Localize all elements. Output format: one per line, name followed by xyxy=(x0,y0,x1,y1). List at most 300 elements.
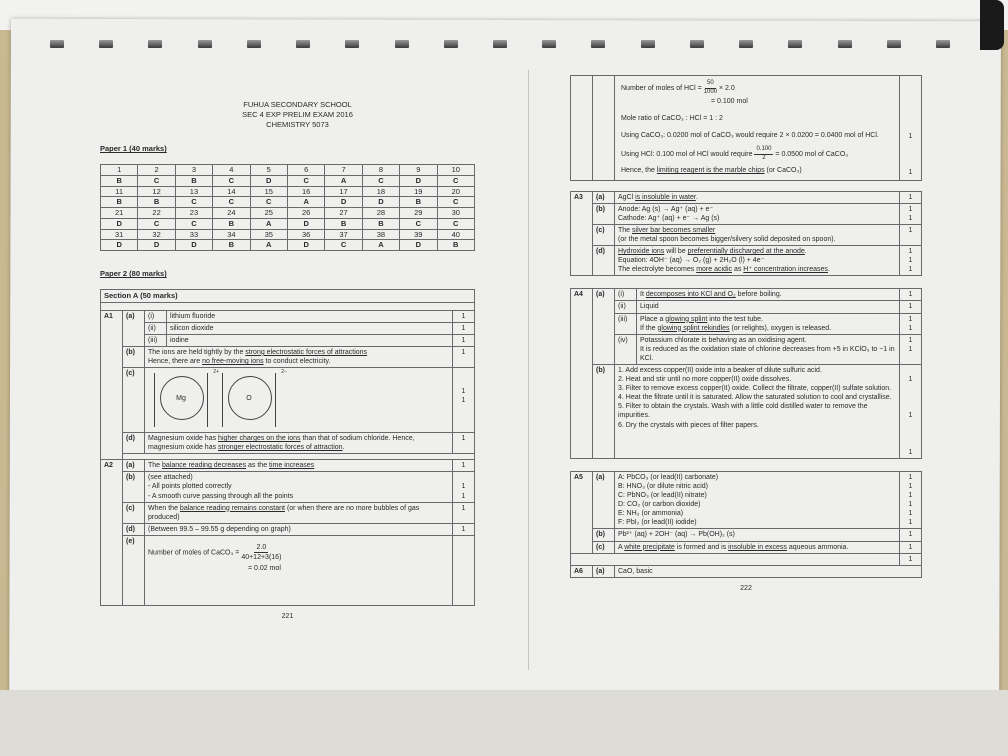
text: - A smooth curve passing through all the points xyxy=(148,492,294,500)
mcq-num: 21 xyxy=(101,208,138,219)
mcq-answer: C xyxy=(175,218,212,229)
text: Cathode: Ag⁺ (aq) + e⁻ → Ag (s) xyxy=(618,214,720,222)
text: Hence, there are xyxy=(148,358,203,365)
mcq-num: 40 xyxy=(437,229,474,240)
mcq-num: 37 xyxy=(325,229,362,240)
text: AgCl xyxy=(618,193,636,201)
part-label: (c) xyxy=(123,502,145,523)
text: Anode: Ag (s) → Ag⁺ (aq) + e⁻ xyxy=(618,205,714,213)
denominator: 40+12+3(16) xyxy=(241,554,282,562)
mcq-answer: B xyxy=(101,175,138,186)
mark: 1 xyxy=(453,460,475,472)
text: If the xyxy=(640,324,658,332)
school-name: FUHUA SECONDARY SCHOOL xyxy=(243,100,352,109)
text: When the xyxy=(148,504,180,512)
text: Number of moles of HCl = xyxy=(621,85,702,93)
answer-text xyxy=(615,364,900,458)
answer-text: CaO, basic xyxy=(615,565,922,577)
mcq-answer: C xyxy=(437,218,474,229)
step: 3. Filter to remove excess copper(II) oxide. Collect the filtrate, copper(II) sulfate solution. xyxy=(618,385,892,393)
spacer-row xyxy=(571,553,900,565)
mcq-num: 16 xyxy=(287,186,324,197)
text: as the xyxy=(246,462,270,470)
mark: 1 xyxy=(908,483,913,490)
mcq-answer: C xyxy=(400,218,437,229)
text: to conduct electricity. xyxy=(263,358,331,365)
mcq-num: 28 xyxy=(362,208,399,219)
mcq-answer: D xyxy=(362,197,399,208)
step: 1. Add excess copper(II) oxide into a beaker of dilute sulfuric acid. xyxy=(618,366,822,374)
list-item: B: HNO₃ (or dilute nitric acid) xyxy=(618,483,708,490)
mark: 1 xyxy=(908,519,913,527)
mark: 1 xyxy=(908,412,913,420)
mcq-answer: D xyxy=(400,240,437,251)
mark: 1 xyxy=(453,523,475,535)
text: . xyxy=(827,266,830,274)
mark xyxy=(453,368,475,433)
section-a-continued-table xyxy=(570,75,922,181)
mcq-num: 20 xyxy=(437,186,474,197)
mcq-num: 32 xyxy=(138,229,175,240)
fraction xyxy=(241,543,281,562)
fraction xyxy=(704,80,717,97)
part-label: (a) xyxy=(123,310,145,346)
binding-hole-icon xyxy=(542,40,556,48)
step: 2. Heat and stir until no more copper(II) oxide dissolves. xyxy=(618,376,792,384)
part-label: (a) xyxy=(593,565,615,577)
key-phrase: balance reading remains constant xyxy=(179,504,285,512)
answer-text: iodine xyxy=(167,334,453,346)
mark: 1 xyxy=(908,257,913,265)
mark: 1 xyxy=(900,541,922,553)
mcq-num: 26 xyxy=(287,208,324,219)
mark: 1 xyxy=(908,132,913,140)
numerator: 2.0 xyxy=(254,543,268,553)
mark xyxy=(900,246,922,276)
binding-hole-icon xyxy=(838,40,852,48)
result: = 0.100 mol xyxy=(711,97,748,105)
answer-text: silicon dioxide xyxy=(167,322,453,334)
binding-hole-icon xyxy=(690,40,704,48)
mcq-number-row xyxy=(101,186,475,197)
mcq-answer: A xyxy=(325,175,362,186)
mcq-num: 14 xyxy=(213,186,250,197)
mcq-num: 23 xyxy=(175,208,212,219)
binding-hole-icon xyxy=(641,40,655,48)
text: × 2.0 xyxy=(719,85,735,93)
mcq-answer: C xyxy=(250,197,287,208)
text: (or the metal spoon becomes bigger/silvery solid deposited on spoon). xyxy=(618,235,836,243)
part-label: (a) xyxy=(123,460,145,472)
key-phrase: stronger electrostatic forces of attraction xyxy=(218,444,343,452)
o-ion-diagram xyxy=(222,369,287,427)
answer-text xyxy=(145,502,453,523)
binding-hole-icon xyxy=(739,40,753,48)
mcq-num: 19 xyxy=(400,186,437,197)
mcq-answer: C xyxy=(437,197,474,208)
mcq-number-row xyxy=(101,208,475,219)
part-label: (d) xyxy=(123,523,145,535)
key-phrase: glowing splint rekindles xyxy=(657,324,730,332)
key-phrase: H⁺ concentration increases xyxy=(743,266,828,274)
answer-text xyxy=(637,313,900,334)
subpart-label: (ii) xyxy=(145,322,167,334)
key-phrase: strong electrostatic forces of attractions xyxy=(245,348,368,356)
mcq-answer: B xyxy=(325,218,362,229)
text: Potassium chlorate is behaving as an oxidising agent. xyxy=(640,336,807,344)
mark: 1 xyxy=(908,205,913,213)
denominator: 2 xyxy=(762,154,766,161)
text: The electrolyte becomes xyxy=(618,266,697,274)
mark: 1 xyxy=(908,473,913,481)
text: Equation: 4OH⁻ (aq) → O₂ (g) + 2H₂O (l) + 4e⁻ xyxy=(618,257,765,265)
part-label: (a) xyxy=(593,289,615,365)
key-phrase: time increases xyxy=(269,462,315,470)
mcq-num: 38 xyxy=(362,229,399,240)
answer-text xyxy=(145,472,453,502)
mark xyxy=(453,535,475,605)
answer-text xyxy=(615,224,900,245)
key-phrase: silver bar becomes smaller xyxy=(632,226,716,234)
mcq-num: 4 xyxy=(213,165,250,176)
step: 4. Heat the filtrate until it is saturated. Allow the saturated solution to cool and crystallise. xyxy=(618,394,892,402)
part-label: (a) xyxy=(593,191,615,203)
mcq-answer: D xyxy=(250,175,287,186)
question-number xyxy=(571,76,593,181)
answer-text xyxy=(637,334,900,364)
subpart-label: (iv) xyxy=(615,334,637,364)
key-phrase: higher charges on the ions xyxy=(218,435,301,443)
mark xyxy=(900,364,922,458)
mg-ion-diagram xyxy=(154,369,219,427)
mcq-num: 25 xyxy=(250,208,287,219)
mcq-num: 6 xyxy=(287,165,324,176)
mark xyxy=(453,472,475,502)
mcq-num: 39 xyxy=(400,229,437,240)
mcq-answer: B xyxy=(213,218,250,229)
sheet-bottom-edge xyxy=(0,690,1008,756)
question-number: A3 xyxy=(571,191,593,276)
mcq-num: 2 xyxy=(138,165,175,176)
mcq-answer: C xyxy=(138,218,175,229)
answer-text xyxy=(615,246,900,276)
mark xyxy=(900,471,922,529)
mcq-number-row xyxy=(101,229,475,240)
mark: 1 xyxy=(461,483,466,491)
mcq-num: 13 xyxy=(175,186,212,197)
mcq-answer: C xyxy=(287,175,324,186)
mcq-num: 11 xyxy=(101,186,138,197)
mcq-num: 12 xyxy=(138,186,175,197)
spacer-row xyxy=(101,302,475,310)
key-phrase: more acidic xyxy=(696,266,732,274)
binding-hole-icon xyxy=(198,40,212,48)
mcq-num: 33 xyxy=(175,229,212,240)
list-item: C: PbNO₃ (or lead(II) nitrate) xyxy=(618,492,707,500)
mark: 1 xyxy=(453,334,475,346)
list-item: E: NH₃ (or ammonia) xyxy=(618,510,684,518)
mcq-answer: B xyxy=(213,240,250,251)
mark xyxy=(900,76,922,181)
mcq-num: 15 xyxy=(250,186,287,197)
subpart-label: (iii) xyxy=(615,313,637,334)
text: - All points plotted correctly xyxy=(148,483,232,491)
mcq-answer: C xyxy=(213,197,250,208)
mcq-answer: B xyxy=(362,218,399,229)
mcq-answer: A xyxy=(287,197,324,208)
mcq-num: 17 xyxy=(325,186,362,197)
key-phrase: decomposes into KCl and O₂ xyxy=(645,291,736,299)
text: The xyxy=(618,226,633,234)
text: will be xyxy=(664,248,688,256)
answer-text: Liquid xyxy=(637,301,900,313)
answer-text xyxy=(145,346,453,367)
mcq-answer: A xyxy=(250,240,287,251)
part-label: (b) xyxy=(593,203,615,224)
page-number: 222 xyxy=(740,584,752,592)
binder-clip-icon xyxy=(980,0,1004,50)
mark: 1 xyxy=(908,214,913,222)
mark: 1 xyxy=(461,492,466,500)
mark: 1 xyxy=(453,433,475,454)
text: aqueous ammonia. xyxy=(786,543,849,551)
mark: 1 xyxy=(908,315,913,323)
mark: 1 xyxy=(900,224,922,245)
section-a-title: Section A (50 marks) xyxy=(101,289,475,302)
mcq-num: 7 xyxy=(325,165,362,176)
list-item: A: PbCO₃ (or lead(II) carbonate) xyxy=(618,473,719,481)
mcq-answer-table xyxy=(100,164,475,251)
text: Number of moles of CaCO₃ = xyxy=(148,549,240,557)
mark: 1 xyxy=(908,324,913,332)
mark xyxy=(900,203,922,224)
answer-text: (Between 99.5 – 99.55 g depending on graph) xyxy=(145,523,453,535)
subpart-label: (ii) xyxy=(615,301,637,313)
key-phrase: no free-moving ions xyxy=(202,358,264,365)
mcq-num: 30 xyxy=(437,208,474,219)
answer-text xyxy=(615,541,900,553)
question-number: A1 xyxy=(101,310,123,460)
mark: 1 xyxy=(900,529,922,541)
mark: 1 xyxy=(908,376,913,384)
result: = 0.02 mol xyxy=(248,565,281,573)
key-phrase: preferentially discharged at the anode xyxy=(687,248,805,256)
mcq-answer: D xyxy=(400,175,437,186)
step: 5. Filter to obtain the crystals. Wash with a little cold distilled water to remove the impurities. xyxy=(618,403,868,420)
mark: 1 xyxy=(908,345,913,353)
answer-text xyxy=(615,471,900,529)
mark: 1 xyxy=(900,191,922,203)
mcq-num: 35 xyxy=(250,229,287,240)
mcq-num: 18 xyxy=(362,186,399,197)
mcq-answer-row xyxy=(101,197,475,208)
binding-hole-icon xyxy=(50,40,64,48)
paper1-title: Paper 1 (40 marks) xyxy=(100,144,167,154)
mcq-answer: C xyxy=(175,197,212,208)
numerator: 0.100 xyxy=(754,146,773,155)
binding-hole-icon xyxy=(887,40,901,48)
text: It xyxy=(640,291,646,299)
element-symbol: O xyxy=(246,395,252,403)
mcq-num: 10 xyxy=(437,165,474,176)
mark xyxy=(900,334,922,364)
dot-cross-diagram xyxy=(145,368,453,433)
mark: 1 xyxy=(900,289,922,301)
mcq-answer-row xyxy=(101,240,475,251)
document-header xyxy=(120,100,475,130)
part-label xyxy=(593,76,615,181)
binding-holes xyxy=(50,40,950,52)
text: The ions are held tightly by the xyxy=(148,348,246,356)
text: . xyxy=(342,444,345,452)
paper2-title: Paper 2 (80 marks) xyxy=(100,269,167,279)
mcq-num: 1 xyxy=(101,165,138,176)
mcq-num: 8 xyxy=(362,165,399,176)
part-label: (e) xyxy=(123,535,145,605)
mcq-answer: A xyxy=(362,240,399,251)
list-item: F: PbI₂ (or lead(II) iodide) xyxy=(618,519,697,527)
ion-charge: 2− xyxy=(281,369,287,376)
part-label: (b) xyxy=(123,346,145,367)
text: Magnesium oxide has xyxy=(148,435,219,443)
key-phrase: glowing splint xyxy=(665,315,708,323)
answer-text xyxy=(145,460,453,472)
mark: 1 xyxy=(900,301,922,313)
numerator: 50 xyxy=(705,80,716,89)
mcq-answer: B xyxy=(101,197,138,208)
subpart-label: (i) xyxy=(615,289,637,301)
text: . xyxy=(804,248,807,256)
mcq-number-row xyxy=(101,165,475,176)
answer-text xyxy=(615,191,900,203)
binding-hole-icon xyxy=(936,40,950,48)
key-phrase: Hydroxide ions xyxy=(618,248,665,256)
denominator: 1000 xyxy=(703,88,718,95)
answer-text xyxy=(145,535,453,605)
binding-hole-icon xyxy=(99,40,113,48)
mcq-num: 3 xyxy=(175,165,212,176)
mcq-answer: C xyxy=(437,175,474,186)
text: (or CaCO₃) xyxy=(764,167,802,175)
key-phrase: limiting reagent is the marble chips xyxy=(656,167,765,175)
text: Using CaCO₃: 0.0200 mol of CaCO₃ would require 2 × 0.0200 = 0.0400 mol of HCl. xyxy=(621,131,879,139)
key-phrase: is insoluble in water xyxy=(635,193,696,201)
mcq-num: 27 xyxy=(325,208,362,219)
text: . xyxy=(695,193,698,201)
mcq-num: 31 xyxy=(101,229,138,240)
binding-hole-icon xyxy=(148,40,162,48)
text: Place a xyxy=(640,315,666,323)
answer-text xyxy=(145,433,453,454)
binding-hole-icon xyxy=(493,40,507,48)
text: Mole ratio of CaCO₃ : HCl = 1 : 2 xyxy=(621,114,723,122)
mcq-answer: C xyxy=(362,175,399,186)
answer-text: lithium fluoride xyxy=(167,310,453,322)
mark: 1 xyxy=(908,501,913,509)
mark: 1 xyxy=(453,310,475,322)
mcq-answer: D xyxy=(101,240,138,251)
mcq-answer: B xyxy=(400,197,437,208)
text: (or when there are no more bubbles of gas produced) xyxy=(148,504,420,521)
mark: 1 xyxy=(453,322,475,334)
binding-hole-icon xyxy=(296,40,310,48)
part-label: (b) xyxy=(123,472,145,502)
subject-name: CHEMISTRY 5073 xyxy=(266,120,329,130)
part-label: (d) xyxy=(123,433,145,454)
a5-table xyxy=(570,471,922,578)
text: (see attached) xyxy=(148,474,193,482)
text: Hence, the xyxy=(621,167,657,175)
subpart-label: (i) xyxy=(145,310,167,322)
part-label: (c) xyxy=(123,368,145,433)
text: than that of sodium chloride. Hence, magnesium oxide has xyxy=(148,435,415,452)
page-fold-divider xyxy=(528,70,529,670)
text: It is reduced as the oxidation state of chlorine decreases from +5 in KClO₃ to −1 in KCl. xyxy=(640,345,895,362)
text: The xyxy=(148,462,163,470)
question-number: A4 xyxy=(571,289,593,459)
mark xyxy=(900,313,922,334)
text: = 0.0500 mol of CaCO₃ xyxy=(775,151,849,159)
mcq-answer: A xyxy=(250,218,287,229)
mark: 1 xyxy=(908,510,913,518)
question-number: A2 xyxy=(101,460,123,606)
mark: 1 xyxy=(461,388,466,396)
mcq-answer: B xyxy=(175,175,212,186)
ion-charge: 2+ xyxy=(213,369,219,376)
mark: 1 xyxy=(900,553,922,565)
mark: 1 xyxy=(908,248,913,256)
step: 6. Dry the crystals with pieces of filter papers. xyxy=(618,421,759,429)
binding-hole-icon xyxy=(345,40,359,48)
mark: 1 xyxy=(908,336,913,344)
right-page xyxy=(570,75,922,593)
binding-hole-icon xyxy=(395,40,409,48)
mcq-num: 24 xyxy=(213,208,250,219)
binding-hole-icon xyxy=(247,40,261,48)
mcq-answer: C xyxy=(138,175,175,186)
mcq-answer: D xyxy=(287,218,324,229)
fraction xyxy=(754,146,773,163)
mark: 1 xyxy=(908,448,913,456)
answer-text xyxy=(615,203,900,224)
text: as xyxy=(732,266,744,274)
mcq-answer: C xyxy=(325,240,362,251)
mcq-num: 36 xyxy=(287,229,324,240)
mcq-answer: D xyxy=(101,218,138,229)
a3-table xyxy=(570,191,922,277)
key-phrase: balance reading decreases xyxy=(162,462,247,470)
text: into the test tube. xyxy=(707,315,763,323)
mcq-answer-row xyxy=(101,175,475,186)
answer-text xyxy=(637,289,900,301)
mark: 1 xyxy=(908,492,913,500)
mcq-num: 9 xyxy=(400,165,437,176)
mcq-answer: D xyxy=(175,240,212,251)
mcq-num: 5 xyxy=(250,165,287,176)
page-number: 221 xyxy=(281,612,294,620)
exam-name: SEC 4 EXP PRELIM EXAM 2016 xyxy=(242,110,353,120)
mark: 1 xyxy=(908,266,913,274)
mcq-answer: C xyxy=(213,175,250,186)
mcq-answer: D xyxy=(138,240,175,251)
binding-hole-icon xyxy=(788,40,802,48)
mcq-answer: B xyxy=(138,197,175,208)
binding-hole-icon xyxy=(444,40,458,48)
answer-text: Pb²⁺ (aq) + 2OH⁻ (aq) → Pb(OH)₂ (s) xyxy=(615,529,900,541)
question-number: A5 xyxy=(571,471,593,553)
list-item: D: CO₂ (or carbon dioxide) xyxy=(618,501,701,509)
text: before boiling. xyxy=(735,291,782,299)
